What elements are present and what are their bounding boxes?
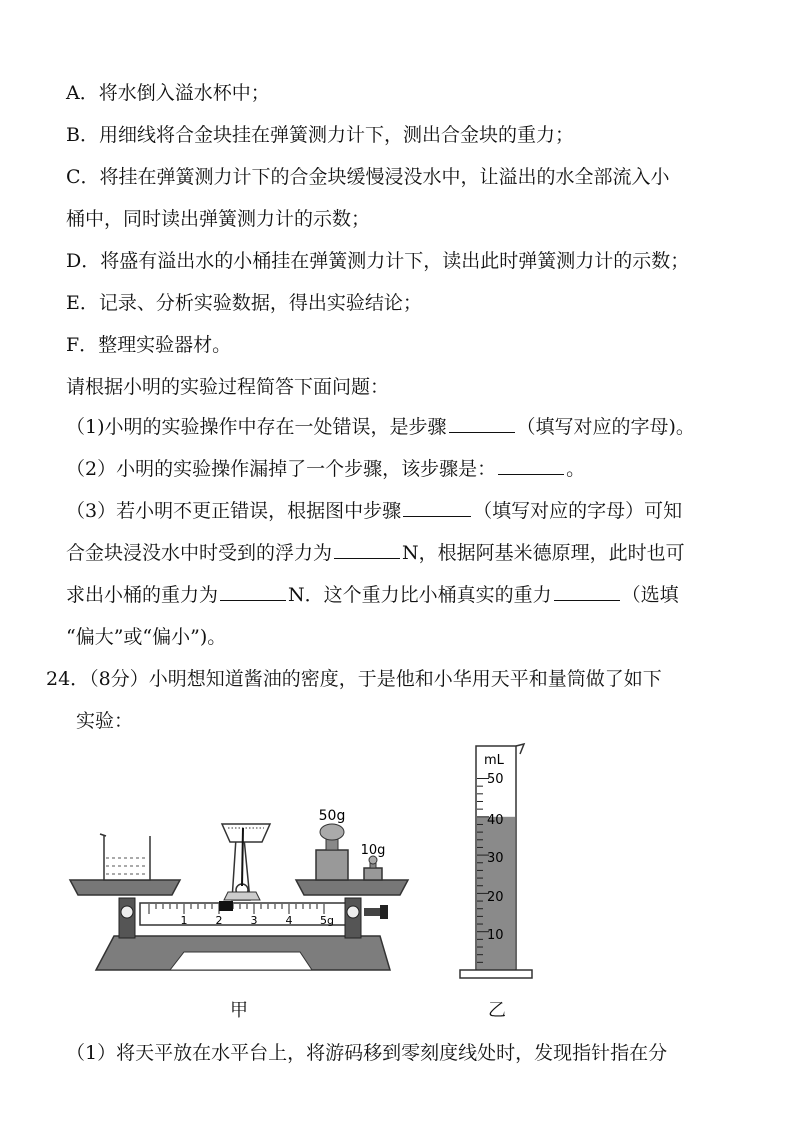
q3-step-blank[interactable] (403, 498, 471, 517)
q2-text-before: （2）小明的实验操作漏掉了一个步骤，该步骤是： (66, 458, 497, 480)
right-pan (296, 880, 408, 895)
step-c-line1: C．将挂在弹簧测力计下的合金块缓慢浸没水中，让溢出的水全部流入小 (66, 166, 670, 188)
balance-rider (219, 901, 233, 911)
cylinder-unit: mL (484, 753, 504, 768)
q3-compare-blank[interactable] (554, 582, 620, 601)
q3-text-2: （填写对应的字母）可知 (473, 500, 683, 522)
weight-10g (364, 856, 382, 880)
cylinder-label-20: 20 (487, 890, 504, 905)
step-b: B．用细线将合金块挂在弹簧测力计下，测出合金块的重力； (66, 124, 574, 146)
step-f: F．整理实验器材。 (66, 334, 232, 356)
question-24-part1: （1）将天平放在水平台上，将游码移到零刻度线处时，发现指针指在分 (66, 1042, 668, 1064)
cylinder-label-30: 30 (487, 851, 504, 866)
cylinder-label-10: 10 (487, 928, 504, 943)
q3-text-7: （选填 (621, 584, 679, 606)
question-24-line1: 24．（8分）小明想知道酱油的密度，于是他和小华用天平和量筒做了如下 (46, 668, 662, 690)
left-pan (70, 880, 180, 895)
figure-label-yi: 乙 (488, 1000, 506, 1021)
question-3-line3 (66, 582, 679, 608)
q3-text-3: 合金块浸没水中时受到的浮力为 (66, 542, 333, 564)
cylinder-label-40: 40 (487, 813, 504, 828)
weight-50g (316, 824, 348, 880)
question-3-line4: “偏大”或“偏小”)。 (66, 626, 227, 648)
cylinder-base (460, 970, 532, 978)
cylinder-label-50: 50 (487, 772, 504, 787)
question-3-line1 (66, 498, 682, 524)
step-c-line2: 桶中，同时读出弹簧测力计的示数； (66, 208, 371, 230)
q1-answer-blank[interactable] (449, 414, 515, 433)
beam-label-5g: 5g (320, 914, 334, 927)
q3-text-6: N．这个重力比小桶真实的重力 (288, 584, 552, 606)
q1-text-before: （1)小明的实验操作中存在一处错误，是步骤 (66, 416, 447, 438)
q3-bucket-weight-blank[interactable] (220, 582, 286, 601)
experiment-figure (0, 740, 794, 1020)
step-e: E．记录、分析实验数据，得出实验结论； (66, 292, 422, 314)
question-3-line2 (66, 540, 685, 566)
beam-label-1: 1 (180, 914, 188, 927)
question-24-line2: 实验： (76, 710, 134, 732)
beam-label-2: 2 (215, 914, 223, 927)
beaker (100, 834, 150, 880)
question-prompt: 请根据小明的实验过程简答下面问题： (66, 376, 390, 398)
q3-text-5: 求出小桶的重力为 (66, 584, 219, 606)
balance-diagram (70, 808, 408, 970)
beam-label-3: 3 (250, 914, 258, 927)
q3-buoyancy-blank[interactable] (334, 540, 400, 559)
q3-text-4: N，根据阿基米德原理，此时也可 (402, 542, 685, 564)
pointer-dial (222, 824, 270, 842)
weight-10g-label: 10g (360, 843, 386, 858)
q3-text-1: （3）若小明不更正错误，根据图中步骤 (66, 500, 402, 522)
question-2 (66, 456, 585, 482)
balance-beam (140, 903, 350, 925)
figure-label-jia: 甲 (230, 1000, 248, 1021)
step-a: A．将水倒入溢水杯中； (66, 82, 270, 104)
pointer-needle (242, 828, 243, 886)
q1-text-after: （填写对应的字母)。 (516, 416, 695, 438)
q2-text-after: 。 (566, 458, 586, 480)
weight-50g-label: 50g (318, 808, 346, 824)
question-1 (66, 414, 695, 440)
beam-label-4: 4 (285, 914, 293, 927)
graduated-cylinder (460, 744, 532, 978)
balance-nut (364, 908, 380, 916)
q2-answer-blank[interactable] (498, 456, 564, 475)
step-d: D．将盛有溢出水的小桶挂在弹簧测力计下，读出此时弹簧测力计的示数； (66, 250, 690, 272)
